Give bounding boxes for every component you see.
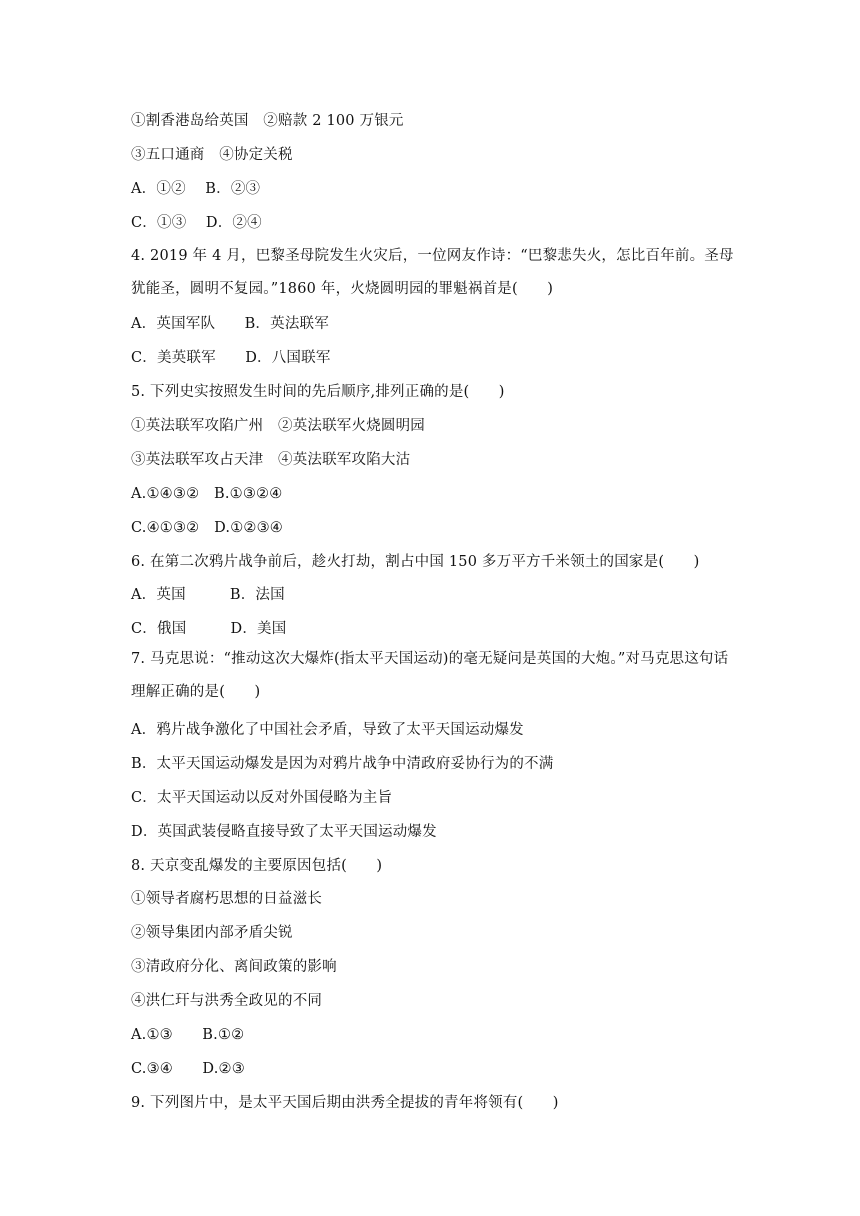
q8-options-ab: A.①③ B.①② — [131, 1027, 245, 1043]
q3-statements-3-4: ③五口通商 ④协定关税 — [131, 147, 293, 163]
q3-options-cd: C．①③ D．②④ — [131, 215, 262, 231]
q7-option-c: C．太平天国运动以反对外国侵略为主旨 — [131, 790, 393, 806]
q7-option-d: D．英国武装侵略直接导致了太平天国运动爆发 — [131, 824, 437, 840]
q3-options-ab: A．①② B．②③ — [131, 181, 261, 197]
q8-statement-3: ③清政府分化、离间政策的影响 — [131, 959, 337, 975]
q5-options-cd: C.④①③② D.①②③④ — [131, 520, 283, 536]
q8-statement-1: ①领导者腐朽思想的日益滋长 — [131, 891, 323, 907]
q5-statements-3-4: ③英法联军攻占天津 ④英法联军攻陷大沽 — [131, 452, 411, 468]
q6-options-ab: A．英国 B．法国 — [131, 587, 285, 603]
q4-options-ab: A．英国军队 B．英法联军 — [131, 316, 329, 332]
q8-options-cd: C.③④ D.②③ — [131, 1061, 245, 1077]
q6-options-cd: C．俄国 D．美国 — [131, 621, 287, 637]
q8-statement-2: ②领导集团内部矛盾尖锐 — [131, 925, 293, 941]
q5-stem: 5. 下列史实按照发生时间的先后顺序,排列正确的是( ) — [131, 384, 505, 400]
q5-statements-1-2: ①英法联军攻陷广州 ②英法联军火烧圆明园 — [131, 418, 425, 434]
q7-option-b: B．太平天国运动爆发是因为对鸦片战争中清政府妥协行为的不满 — [131, 756, 554, 772]
q9-stem: 9. 下列图片中，是太平天国后期由洪秀全提拔的青年将领有( ) — [131, 1095, 559, 1111]
q4-stem: 4. 2019 年 4 月，巴黎圣母院发生火灾后，一位网友作诗：“巴黎悲失火，怎比百年前。圣母犹能圣，圆明不复园。”1860 年，火烧圆明园的罪魁祸首是( ) — [131, 248, 734, 297]
q3-statements-1-2: ①割香港岛给英国 ②赔款 2 100 万银元 — [131, 113, 404, 129]
q7-option-a: A．鸦片战争激化了中国社会矛盾，导致了太平天国运动爆发 — [131, 722, 524, 738]
q7-stem: 7. 马克思说：“推动这次大爆炸(指太平天国运动)的毫无疑问是英国的大炮。”对马克思这句话理解正确的是( ) — [131, 651, 729, 700]
q5-options-ab: A.①④③② B.①③②④ — [131, 486, 283, 502]
q8-stem: 8. 天京变乱爆发的主要原因包括( ) — [131, 858, 383, 874]
q8-statement-4: ④洪仁玕与洪秀全政见的不同 — [131, 993, 323, 1009]
q4-options-cd: C．美英联军 D．八国联军 — [131, 350, 331, 366]
q6-stem: 6. 在第二次鸦片战争前后，趁火打劫，割占中国 150 多万平方千米领土的国家是( ) — [131, 554, 700, 570]
